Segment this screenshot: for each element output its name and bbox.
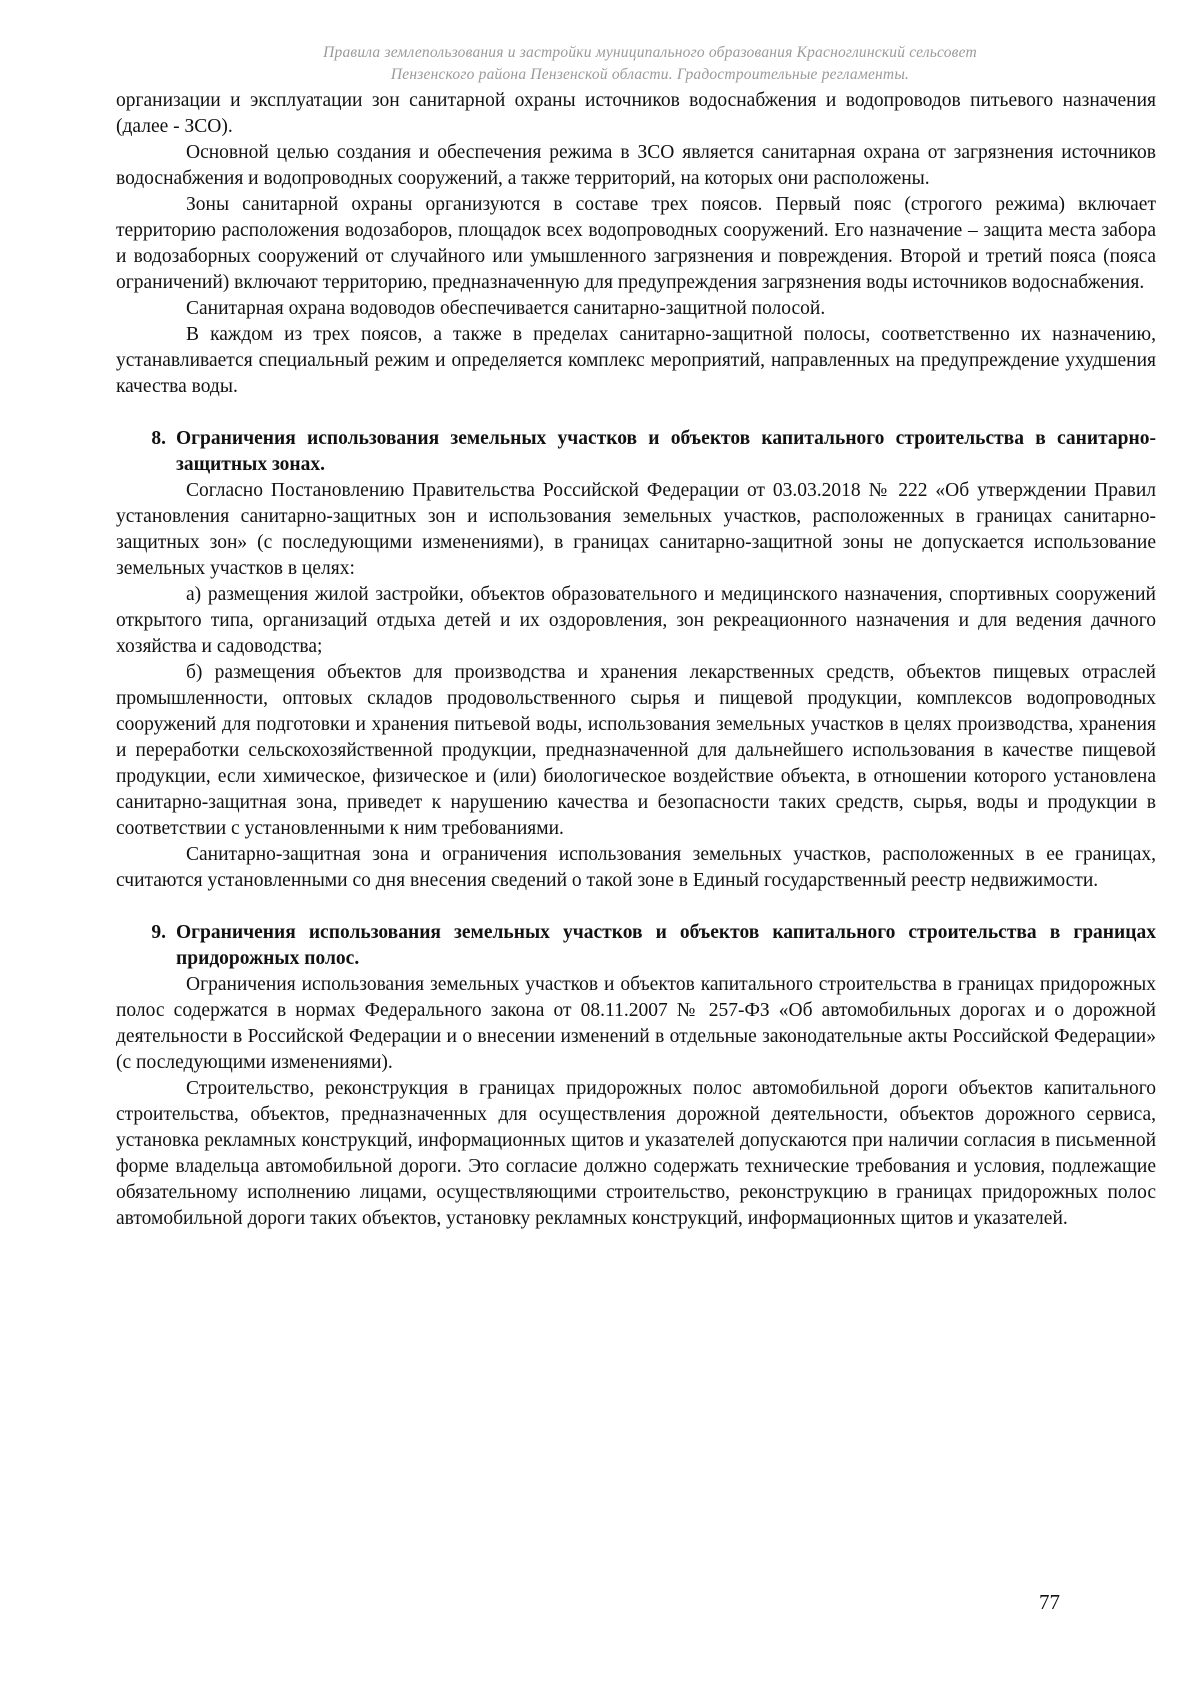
running-header-line-2: Пензенского района Пензенской области. Градостроительные регламенты. xyxy=(390,66,910,83)
page-body xyxy=(116,88,1156,1232)
paragraph: Согласно Постановлению Правительства Российской Федерации от 03.03.2018 № 222 «Об утверждении Правил установления санитарно-защитных зон и использования земельных участков, расположенных в границах санитарно-защитных зон» (с последующими изменениями), в границах санитарно-защитной зоны не допускается использование земельных участков в целях: xyxy=(116,480,1156,579)
paragraph: В каждом из трех поясов, а также в пределах санитарно-защитной полосы, соответственно их назначению, устанавливается специальный режим и определяется комплекс мероприятий, направленных на предупреждение ухудшения качества воды. xyxy=(116,324,1156,397)
paragraph: Ограничения использования земельных участков и объектов капитального строительства в границах придорожных полос содержатся в нормах Федерального закона от 08.11.2007 № 257-ФЗ «Об автомобильных дорогах и о дорожной деятельности в Российской Федерации и о внесении изменений в отдельные законодательные акты Российской Федерации» (с последующими изменениями). xyxy=(116,974,1156,1073)
paragraph: организации и эксплуатации зон санитарной охраны источников водоснабжения и водопроводов питьевого назначения (далее - ЗСО). xyxy=(116,90,1156,137)
section-number: 9. xyxy=(151,922,166,943)
running-header-line-1: Правила землепользования и застройки муниципального образования Красноглинский сельсовет xyxy=(323,44,977,61)
section-title: Ограничения использования земельных участков и объектов капитального строительства в санитарно-защитных зонах. xyxy=(176,428,1156,475)
paragraph: а) размещения жилой застройки, объектов образовательного и медицинского назначения, спортивных сооружений открытого типа, организаций отдыха детей и их оздоровления, зон рекреационного назначения и для ведения дачного хозяйства и садоводства; xyxy=(116,584,1156,657)
paragraph: Санитарно-защитная зона и ограничения использования земельных участков, расположенных в ее границах, считаются установленными со дня внесения сведений о такой зоне в Единый государственный реестр недвижимости. xyxy=(116,844,1156,891)
running-header xyxy=(200,42,1100,86)
paragraph: б) размещения объектов для производства и хранения лекарственных средств, объектов пищевых отраслей промышленности, оптовых складов продовольственного сырья и пищевой продукции, комплексов водопроводных сооружений для подготовки и хранения питьевой воды, использования земельных участков в целях производства, хранения и переработки сельскохозяйственной продукции, предназначенной для дальнейшего использования в качестве пищевой продукции, если химическое, физическое и (или) биологическое воздействие объекта, в отношении которого установлена санитарно-защитная зона, приведет к нарушению качества и безопасности таких средств, сырья, воды и продукции в соответствии с установленными к ним требованиями. xyxy=(116,662,1156,839)
section-8-heading xyxy=(116,426,1156,478)
paragraph: Санитарная охрана водоводов обеспечивается санитарно-защитной полосой. xyxy=(186,298,826,319)
paragraph: Строительство, реконструкция в границах придорожных полос автомобильной дороги объектов капитального строительства, объектов, предназначенных для осуществления дорожной деятельности, объектов дорожного сервиса, установка рекламных конструкций, информационных щитов и указателей допускаются при наличии согласия в письменной форме владельца автомобильной дороги. Это согласие должно содержать технические требования и условия, подлежащие обязательному исполнению лицами, осуществляющими строительство, реконструкцию в границах придорожных полос автомобильной дороги таких объектов, установку рекламных конструкций, информационных щитов и указателей. xyxy=(116,1078,1156,1229)
paragraph: Зоны санитарной охраны организуются в составе трех поясов. Первый пояс (строгого режима) включает территорию расположения водозаборов, площадок всех водопроводных сооружений. Его назначение – защита места забора и водозаборных сооружений от случайного или умышленного загрязнения и повреждения. Второй и третий пояса (пояса ограничений) включают территорию, предназначенную для предупреждения загрязнения воды источников водоснабжения. xyxy=(116,194,1156,293)
section-title: Ограничения использования земельных участков и объектов капитального строительства в границах придорожных полос. xyxy=(176,922,1156,969)
section-9-heading xyxy=(116,920,1156,972)
paragraph: Основной целью создания и обеспечения режима в ЗСО является санитарная охрана от загрязнения источников водоснабжения и водопроводных сооружений, а также территорий, на которых они расположены. xyxy=(116,142,1156,189)
section-number: 8. xyxy=(151,428,166,449)
page-number: 77 xyxy=(1039,1590,1060,1614)
